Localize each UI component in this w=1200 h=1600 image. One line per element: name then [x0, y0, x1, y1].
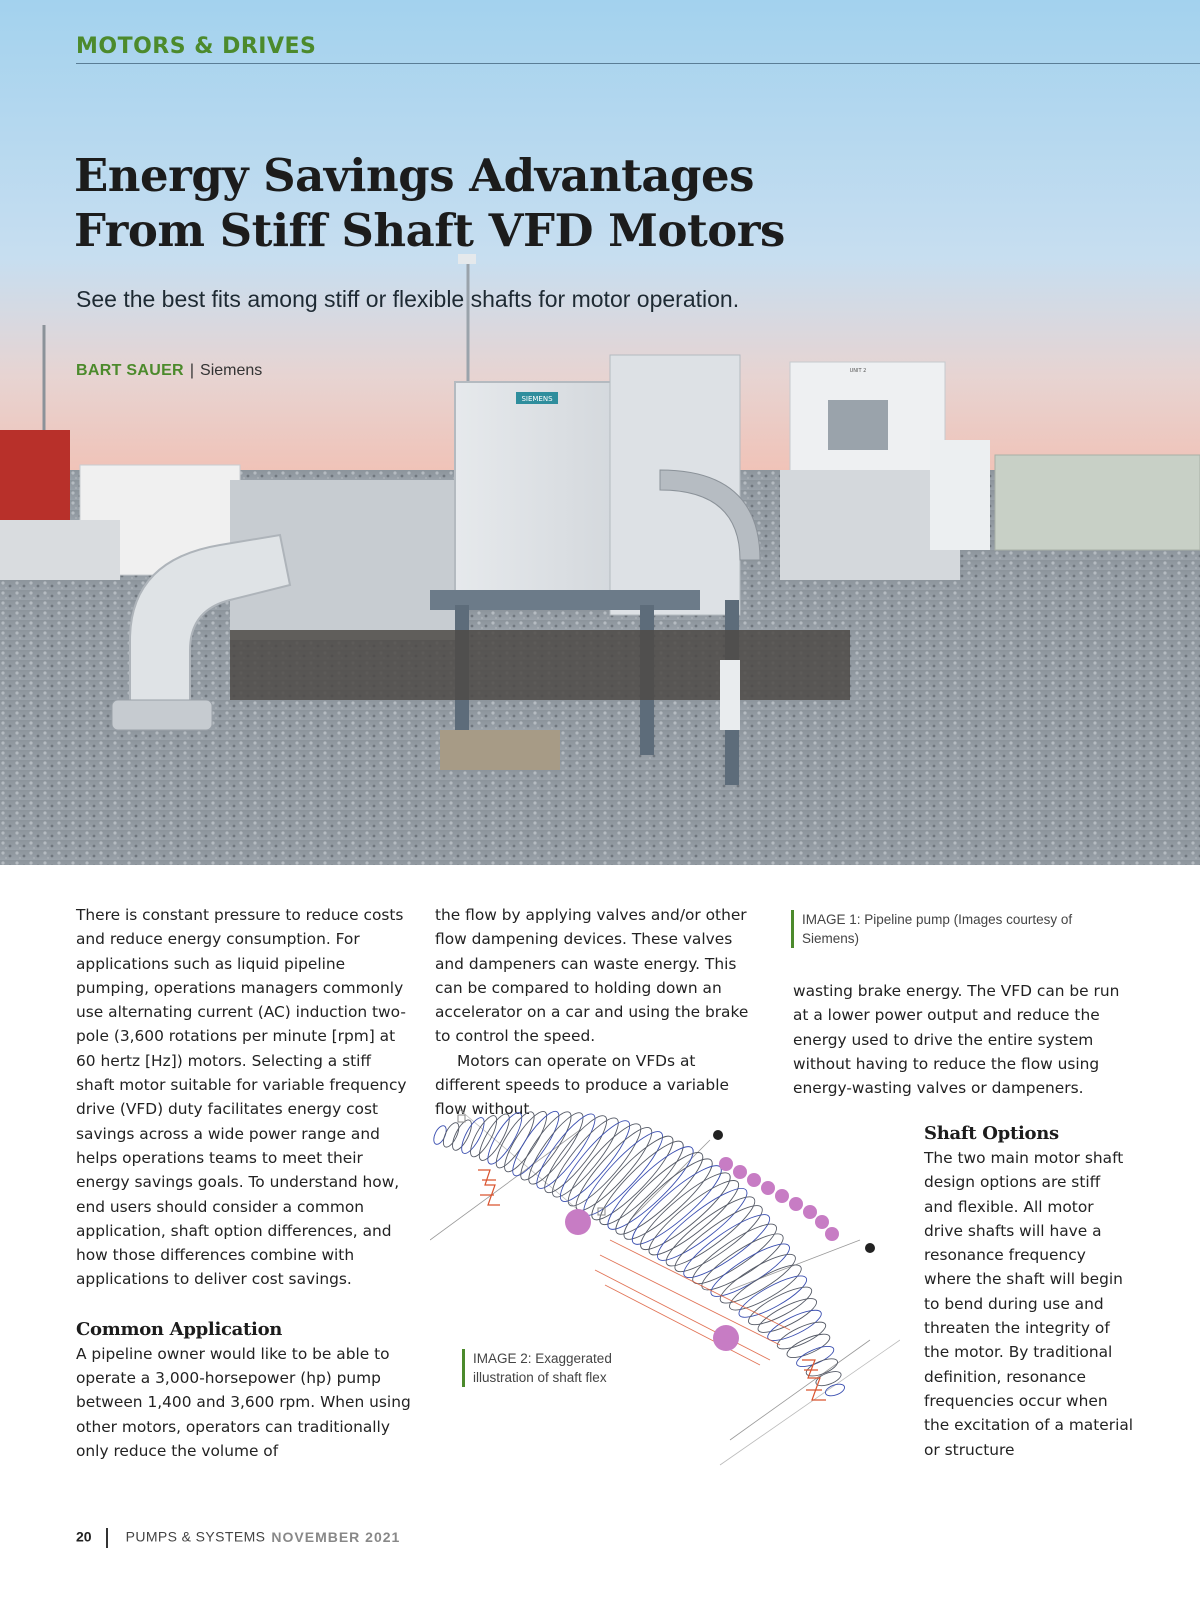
coil-ring — [659, 1188, 762, 1275]
coil-ring — [498, 1110, 553, 1177]
mass-chain — [719, 1157, 839, 1241]
page-number: 20 — [76, 1528, 92, 1545]
coil-ring — [734, 1269, 811, 1324]
author-name: BART SAUER — [76, 362, 184, 379]
title-line-2: From Stiff Shaft VFD Motors — [74, 204, 785, 257]
article-dek: See the best fits among stiff or flexible shafts for motor operation. — [76, 286, 740, 312]
mass-marker — [713, 1325, 739, 1351]
body-column-2 — [435, 903, 765, 1122]
magazine-name: PUMPS & SYSTEMS — [125, 1528, 266, 1545]
paragraph-valves: the flow by applying valves and/or other flow dampening devices. These valves and dampeners can waste energy. This can be compared to holding down an accelerator on a car and using the brake to control the speed. — [435, 906, 749, 1046]
unit-label-text: UNIT 2 — [849, 368, 867, 374]
coil-ring — [440, 1120, 462, 1149]
coil-ring — [633, 1164, 739, 1259]
byline-separator: | — [189, 362, 195, 379]
coil-ring — [575, 1123, 671, 1223]
coil-ring — [431, 1124, 449, 1146]
image-2-caption: IMAGE 2: Exaggerated illustration of shaft flex — [462, 1349, 632, 1387]
shaft-flex-diagram — [430, 1110, 900, 1470]
coil-ring — [624, 1157, 729, 1254]
section-divider — [76, 63, 1200, 64]
bearing-support-left — [478, 1170, 500, 1205]
siemens-plate-text: SIEMENS — [521, 395, 553, 403]
heading-common-application: Common Application — [76, 1318, 283, 1340]
node-marker — [458, 1115, 465, 1122]
paragraph-vfd: Motors can operate on VFDs at different speeds to produce a variable flow without — [435, 1051, 729, 1119]
paragraph-brake-energy: wasting brake energy. The VFD can be run at a lower power output and reduce the energy used to drive the entire system without having to reduce the flow using energy-wasting valves or dampeners. — [793, 982, 1120, 1098]
mass-marker — [565, 1209, 591, 1235]
body-column-3 — [793, 979, 1123, 1100]
coil-ring — [506, 1110, 566, 1181]
coil-ring — [824, 1382, 846, 1398]
coil-ring — [616, 1150, 721, 1248]
body-column-1 — [76, 903, 412, 1463]
issue-date: NOVEMBER 2021 — [271, 1528, 401, 1545]
page-footer — [76, 1528, 400, 1548]
coil-ring — [764, 1305, 825, 1347]
heading-shaft-options: Shaft Options — [924, 1123, 1059, 1144]
footer-divider — [106, 1528, 108, 1548]
author-organization: Siemens — [200, 362, 263, 379]
section-label: MOTORS & DRIVES — [76, 34, 317, 59]
coil-ring — [784, 1330, 832, 1363]
node-marker — [713, 1130, 723, 1140]
paragraph-common-application: A pipeline owner would like to be able to operate a 3,000-horsepower (hp) pump between 1,400 and 3,600 rpm. When using other motors, operators can traditionally only reduce the volume of — [76, 1344, 411, 1460]
title-line-1: Energy Savings Advantages — [74, 149, 754, 202]
paragraph-intro: There is constant pressure to reduce costs and reduce energy consumption. For applications such as liquid pipeline pumping, operations managers commonly use alternating current (AC) induction two-pole (3,600 rotations per minute [rpm] at 60 hertz [Hz]) motors. Selecting a stiff shaft motor suitable for variable frequency drive (VFD) duty facilitates energy cost savings across a wide power range and helps operations teams to meet their energy savings goals. To understand how, end users should consider a common application, shaft option differences, and how those differences combine with applications to deliver cost savings. — [76, 906, 407, 1289]
body-column-4 — [924, 1122, 1134, 1462]
paragraph-shaft-options: The two main motor shaft design options are stiff and flexible. All motor drive shafts will have a resonance frequency where the shaft will begin to bend during use and threaten the integrity of the motor. By traditional definition, resonance frequencies occur when the excitation of a material or structure — [924, 1149, 1134, 1459]
image-1-caption: IMAGE 1: Pipeline pump (Images courtesy of Siemens) — [791, 910, 1091, 948]
article-title — [74, 148, 834, 258]
node-marker — [865, 1243, 875, 1253]
byline — [76, 362, 262, 380]
